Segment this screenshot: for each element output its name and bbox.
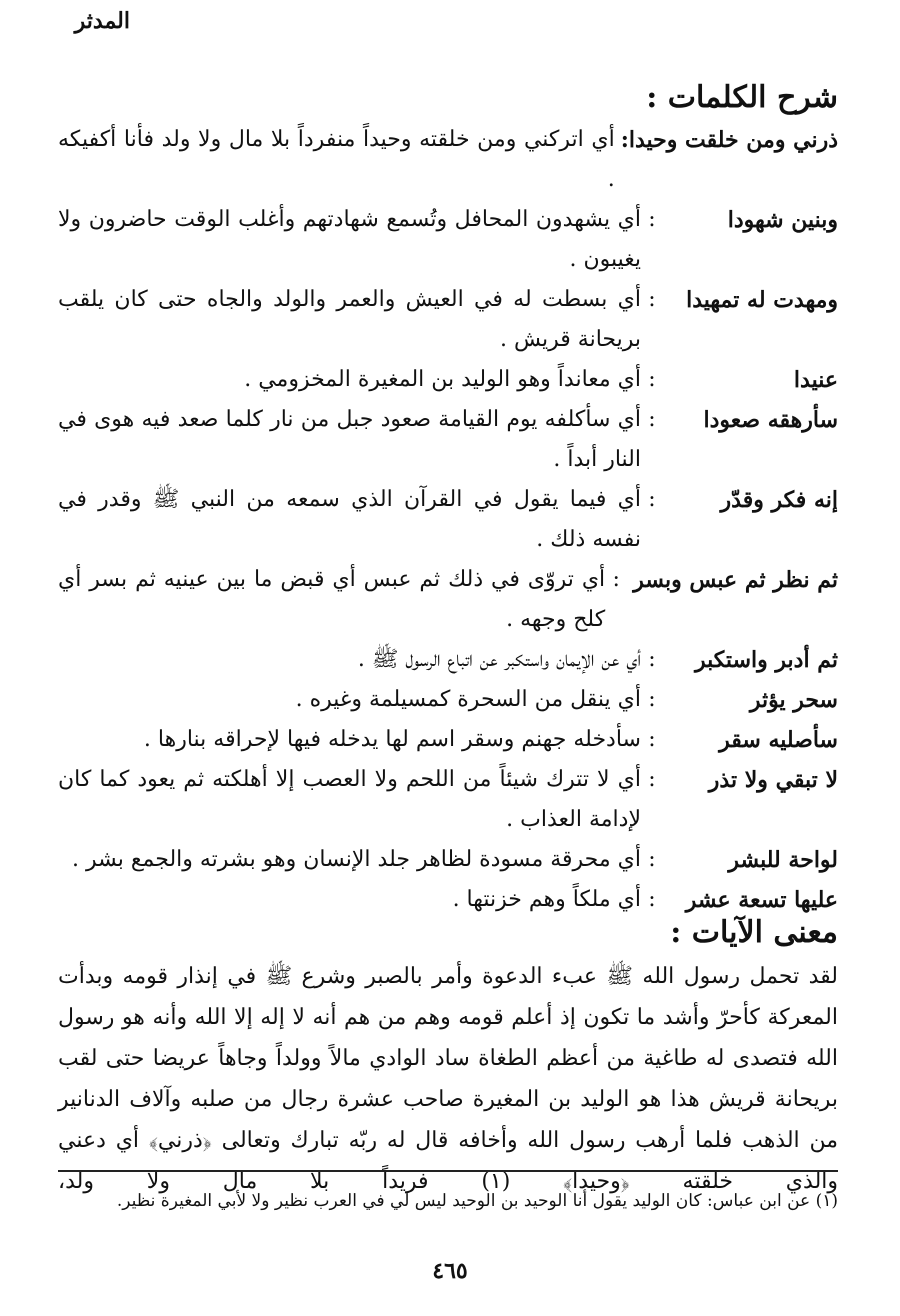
vocab-term: ثم أدبر واستكبر bbox=[695, 647, 838, 673]
vocab-colon: : bbox=[648, 407, 656, 432]
vocab-list bbox=[58, 120, 838, 920]
vocab-definition: أي معانداً وهو الوليد بن المغيرة المخزومي . bbox=[244, 367, 641, 392]
vocab-term: لا تبقي ولا تذر bbox=[708, 767, 838, 793]
vocab-colon: : bbox=[648, 207, 656, 232]
vocab-definition: أي سأكلفه يوم القيامة صعود جبل من نار كلما صعد فيه هوى في النار أبداً . bbox=[58, 407, 641, 472]
vocab-entry bbox=[58, 640, 838, 680]
vocab-term: عليها تسعة عشر bbox=[685, 887, 838, 913]
meaning-heading: معنى الآيات : bbox=[670, 915, 838, 950]
vocab-definition: أي فيما يقول في القرآن الذي سمعه من النبي ﷺ وقدر في نفسه ذلك . bbox=[58, 487, 641, 552]
vocab-term: عنيدا bbox=[793, 367, 838, 393]
vocab-definition: أي اتركني ومن خلقته وحيداً منفرداً بلا مال ولا ولد فأنا أكفيكه . bbox=[58, 127, 615, 192]
vocab-entry bbox=[58, 400, 838, 480]
vocab-definition: أي يشهدون المحافل وتُسمع شهادتهم وأغلب الوقت حاضرون ولا يغيبون . bbox=[58, 207, 641, 272]
vocab-entry bbox=[58, 720, 838, 760]
vocab-term: لواحة للبشر bbox=[728, 847, 838, 873]
vocab-definition: أي عن الإيمان واستكبر عن اتباع الرسول ﷺ . bbox=[357, 647, 641, 672]
vocab-heading: شرح الكلمات : bbox=[646, 80, 838, 115]
vocab-colon: : bbox=[612, 567, 620, 592]
footnote: (١) عن ابن عباس: كان الوليد يقول أنا الوحيد بن الوحيد ليس لي في العرب نظير ولا لأبي المغيرة نظير. bbox=[116, 1191, 838, 1211]
vocab-term: سحر يؤثر bbox=[749, 687, 838, 713]
vocab-colon: : bbox=[648, 727, 656, 752]
vocab-entry bbox=[58, 120, 838, 200]
vocab-term: ومهدت له تمهيدا bbox=[686, 287, 838, 313]
page-number: ٤٦٥ bbox=[432, 1258, 468, 1284]
vocab-definition: أي ينقل من السحرة كمسيلمة وغيره . bbox=[295, 687, 641, 712]
vocab-definition: سأدخله جهنم وسقر اسم لها يدخله فيها لإحراقه بنارها . bbox=[143, 727, 641, 752]
meaning-body bbox=[58, 956, 838, 1202]
vocab-colon: : bbox=[648, 287, 656, 312]
vocab-entry bbox=[58, 360, 838, 400]
vocab-colon: : bbox=[648, 647, 656, 672]
vocab-entry bbox=[58, 480, 838, 560]
vocab-term: سأرهقه صعودا bbox=[703, 407, 838, 433]
running-title: المدثر bbox=[74, 8, 130, 34]
vocab-term: وبنين شهودا bbox=[727, 207, 838, 233]
vocab-colon: : bbox=[648, 487, 656, 512]
vocab-term: ذرني ومن خلقت وحيدا: bbox=[620, 127, 838, 153]
vocab-entry bbox=[58, 280, 838, 360]
vocab-definition: أي بسطت له في العيش والعمر والولد والجاه حتى كان يلقب بريحانة قريش . bbox=[58, 287, 641, 352]
vocab-term: إنه فكر وقدّر bbox=[720, 487, 838, 513]
vocab-term: سأصليه سقر bbox=[719, 727, 838, 753]
vocab-colon: : bbox=[648, 767, 656, 792]
vocab-entry bbox=[58, 560, 838, 640]
vocab-term: ثم نظر ثم عبس وبسر bbox=[633, 567, 838, 593]
vocab-entry bbox=[58, 680, 838, 720]
vocab-entry bbox=[58, 840, 838, 880]
vocab-colon: : bbox=[648, 887, 656, 912]
vocab-definition: أي ملكاً وهم خزنتها . bbox=[452, 887, 641, 912]
vocab-colon: : bbox=[648, 687, 656, 712]
vocab-colon: : bbox=[648, 847, 656, 872]
vocab-definition: أي لا تترك شيئاً من اللحم ولا العصب إلا أهلكته ثم يعود كما كان لإدامة العذاب . bbox=[58, 767, 641, 832]
vocab-colon: : bbox=[648, 367, 656, 392]
footnote-divider bbox=[58, 1170, 838, 1172]
vocab-definition: أي تروّى في ذلك ثم عبس أي قبض ما بين عينيه ثم بسر أي كلح وجهه . bbox=[58, 567, 606, 632]
vocab-entry bbox=[58, 200, 838, 280]
vocab-entry bbox=[58, 760, 838, 840]
vocab-definition: أي محرقة مسودة لظاهر جلد الإنسان وهو بشرته والجمع بشر . bbox=[71, 847, 641, 872]
vocab-entry bbox=[58, 880, 838, 920]
meaning-paragraph: لقد تحمل رسول الله ﷺ عبء الدعوة وأمر بالصبر وشرع ﷺ في إنذار قومه وبدأت المعركة كأحرّ وأشد ما تكون إذ أعلم قومه وهم من هم أنه لا إله إلا الله وأنه هو رسول الله فتصدى له طاغية من أعظم الطغاة ساد الوادي مالاً وولداً وجاهاً عريضا حتى لقب بريحانة قريش هذا هو الوليد بن المغيرة صاحب عشرة رجال من صلبه وآلاف الدنانير من الذهب فلما أرهب رسول الله وأخافه قال له ربّه تبارك وتعالى ﴿ذرني﴾ أي دعني والذي خلقته ﴿وحيدا﴾ (١) فريداً بلا مال ولا ولد، bbox=[58, 964, 839, 1194]
